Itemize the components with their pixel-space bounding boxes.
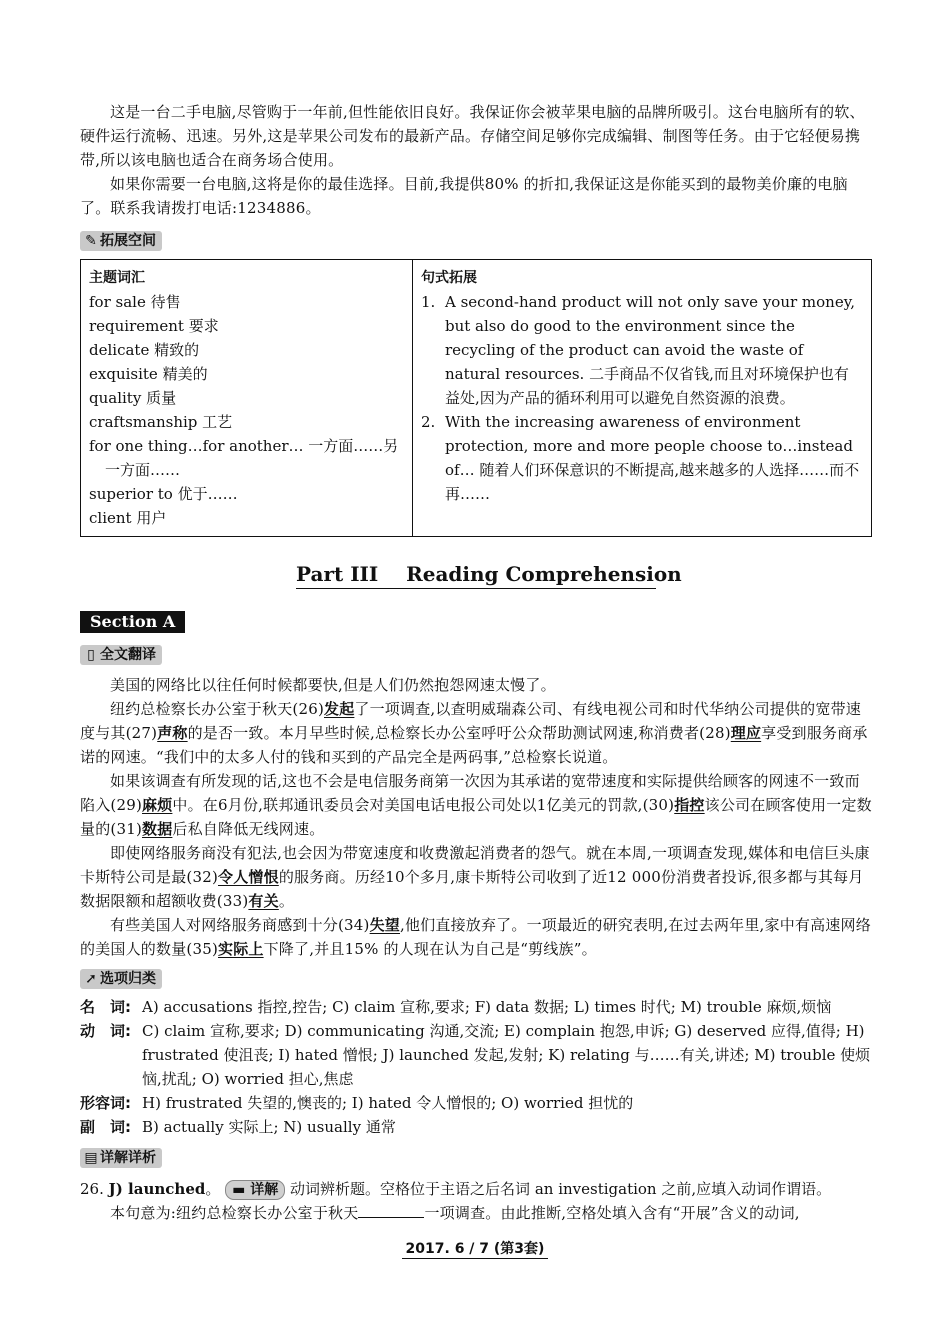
translation-text: 中。在6月份,联邦通讯委员会对美国电话电报公司处以1亿美元的罚款,(30) [172, 796, 675, 814]
translation-text: 纽约总检察长办公室于秋天(26) [110, 700, 324, 718]
vocab-heading: 主题词汇 [89, 270, 145, 286]
fill-blank [358, 1203, 424, 1218]
sentence-number: 1. [421, 293, 436, 311]
vocab-item: quality 质量 [89, 389, 177, 407]
classify-row-verb [80, 1019, 872, 1091]
detail-text: 动词辨析题。空格位于主语之后名词 an investigation 之前,应填入动词作谓语。 [290, 1180, 832, 1198]
answer-26-line [80, 1177, 880, 1201]
expand-table [80, 259, 872, 537]
classify-text-adverb: B) actually 实际上; N) usually 通常 [142, 1118, 396, 1136]
classify-text-verb: C) claim 宣称,要求; D) communicating 沟通,交流; E) complain 抱怨,申诉; G) deserved 应得,值得; H) frustrated 使沮丧; I) hated 憎恨; J) launched 发起,发射; K) relating 与……有关,讲述; M) trouble 使烦恼,扰乱; O) worried 担心,焦虑 [142, 1022, 871, 1088]
vocab-item: for one thing…for another… 一方面……另一方面…… [89, 437, 399, 479]
classify-label: 选项归类 [100, 971, 156, 987]
translation-paragraph-1 [80, 673, 872, 697]
expand-space-tag [80, 231, 162, 251]
classify-label-adverb: 副 词: [80, 1118, 131, 1136]
translation-text: 。 [278, 892, 295, 910]
sentence-column [413, 260, 872, 537]
vocab-item: superior to 优于…… [89, 485, 238, 503]
sentence-number: 2. [421, 413, 436, 431]
translation-text: 了一项调查,以查明威瑞森公司、有线电视公司和时代华纳公司提供的宽带速度与其(27) [80, 700, 861, 742]
full-translation-tag [80, 645, 162, 665]
answer-word: 数据 [142, 820, 173, 838]
answer-choice: J) launched [108, 1180, 206, 1198]
sentence-heading: 句式拓展 [421, 270, 477, 286]
translation-text: ,他们直接放弃了。一项最近的研究表明,在过去两年里,家中有高速网络的美国人的数量(35) [80, 916, 871, 958]
detail-text: 本句意为:纽约总检察长办公室于秋天 [110, 1204, 359, 1222]
part-title [296, 562, 682, 589]
page-footer [0, 1238, 950, 1258]
answer-word: 麻烦 [142, 796, 173, 814]
answer-word: 失望 [369, 916, 400, 934]
vocab-item: craftsmanship 工艺 [89, 413, 233, 431]
page-icon: ▯ [87, 647, 95, 663]
translation-text: 的服务商。历经10个多月,康卡斯特公司收到了近12 000份消费者投诉,很多都与其每月数据限额和超额收费(33) [80, 868, 864, 910]
full-translation-label: 全文翻译 [100, 647, 156, 663]
vocab-column [81, 260, 413, 537]
sentence-item [421, 410, 863, 506]
sentence-text: With the increasing awareness of environment protection, more and more people choose to…instead of… 随着人们环保意识的不断提高,越来越多的人选择……而不再…… [445, 413, 860, 503]
detail-label: 详解详析 [100, 1150, 156, 1166]
classify-text-adjective: H) frustrated 失望的,懊丧的; I) hated 令人憎恨的; O) worried 担忧的 [142, 1094, 634, 1112]
classify-row-adverb [80, 1115, 872, 1139]
answer-word: 令人憎恨 [218, 868, 279, 886]
translation-text: 的是否一致。本月早些时候,总检察长办公室呼吁公众帮助测试网速,称消费者(28) [187, 724, 731, 742]
answer-word: 有关 [248, 892, 279, 910]
answer-word: 实际上 [218, 940, 264, 958]
answer-word: 声称 [157, 724, 188, 742]
vocab-item: delicate 精致的 [89, 341, 200, 359]
arrow-icon: ➚ [85, 971, 97, 987]
translation-paragraph-2 [80, 697, 872, 769]
classify-label-adjective: 形容词: [80, 1094, 131, 1112]
classify-row-adjective [80, 1091, 872, 1115]
classify-list [80, 995, 872, 1139]
classify-tag [80, 969, 162, 989]
answer-word: 理应 [730, 724, 762, 742]
classify-label-noun: 名 词: [80, 998, 131, 1016]
translation-text: 如果该调查有所发现的话,这也不会是电信服务商第一次因为其承诺的宽带速度和实际提供给顾客的网速不一致而陷入(29) [80, 772, 860, 814]
detail-block [80, 1177, 880, 1225]
detail-tag [80, 1148, 162, 1168]
translation-paragraph-5 [80, 913, 872, 961]
answer-word: 发起 [324, 700, 355, 718]
question-number: 26. [80, 1180, 104, 1198]
pencil-icon: ✎ [85, 233, 97, 249]
sentence-item [421, 290, 863, 410]
vocab-item: for sale 待售 [89, 293, 181, 311]
translation-text: 该公司在顾客使用一定数量的(31) [80, 796, 872, 838]
detail-badge [225, 1180, 285, 1200]
translation-text: 下降了,并且15% 的人现在认为自己是“剪线族”。 [263, 940, 597, 958]
intro-paragraph-1: 这是一台二手电脑,尽管购于一年前,但性能依旧良好。我保证你会被苹果电脑的品牌所吸引。这台电脑所有的软、硬件运行流畅、迅速。另外,这是苹果公司发布的最新产品。存储空间足够你完成编辑、制图等任务。由于它轻便易携带,所以该电脑也适合在商务场合使用。 [80, 103, 865, 169]
intro-paragraph-2: 如果你需要一台电脑,这将是你的最佳选择。目前,我提供80% 的折扣,我保证这是你能买到的最物美价廉的电脑了。联系我请拨打电话:1234886。 [80, 175, 848, 217]
sentence-text: A second-hand product will not only save your money, but also do good to the environment since the recycling of the product can avoid the waste of natural resources. 二手商品不仅省钱,而且对环境保护也有益处,因为产品的循环利用可以避免自然资源的浪费。 [445, 293, 855, 407]
classify-label-verb: 动 词: [80, 1022, 131, 1040]
translation-text: 享受到服务商承诺的网速。“我们中的太多人付的钱和买到的产品完全是两码事,”总检察长说道。 [80, 724, 868, 766]
expand-space-label: 拓展空间 [100, 233, 156, 249]
detail-text-line-2 [80, 1201, 880, 1225]
detail-text: 一项调查。由此推断,空格处填入含有“开展”含义的动词, [424, 1204, 800, 1222]
vocab-item: requirement 要求 [89, 317, 219, 335]
answer-separator: 。 [205, 1180, 221, 1198]
detail-badge-label: 详解 [250, 1182, 279, 1198]
answer-word: 指控 [674, 796, 705, 814]
translation-text: 有些美国人对网络服务商感到十分(34) [110, 916, 370, 934]
translation-text: 美国的网络比以往任何时候都要快,但是人们仍然抱怨网速太慢了。 [110, 676, 556, 694]
section-a-label: Section A [80, 611, 185, 633]
vocab-item: exquisite 精美的 [89, 365, 208, 383]
translation-paragraph-4 [80, 841, 872, 913]
translation-block [80, 673, 872, 961]
translation-paragraph-3 [80, 769, 872, 841]
vocab-item: client 用户 [89, 509, 167, 527]
footer-text: 2017. 6 / 7 (第3套) [402, 1241, 549, 1259]
translation-text: 即使网络服务商没有犯法,也会因为带宽速度和收费激起消费者的怨气。就在本周,一项调查发现,媒体和电信巨头康卡斯特公司是最(32) [80, 844, 870, 886]
classify-row-noun [80, 995, 872, 1019]
document-icon: ▤ [84, 1150, 98, 1166]
folder-icon: ▬ [232, 1182, 246, 1198]
part-title-text: Part III Reading Comprehension [296, 562, 682, 586]
intro-block [80, 100, 872, 220]
classify-text-noun: A) accusations 指控,控告; C) claim 宣称,要求; F) data 数据; L) times 时代; M) trouble 麻烦,烦恼 [142, 998, 832, 1016]
translation-text: 后私自降低无线网速。 [172, 820, 325, 838]
